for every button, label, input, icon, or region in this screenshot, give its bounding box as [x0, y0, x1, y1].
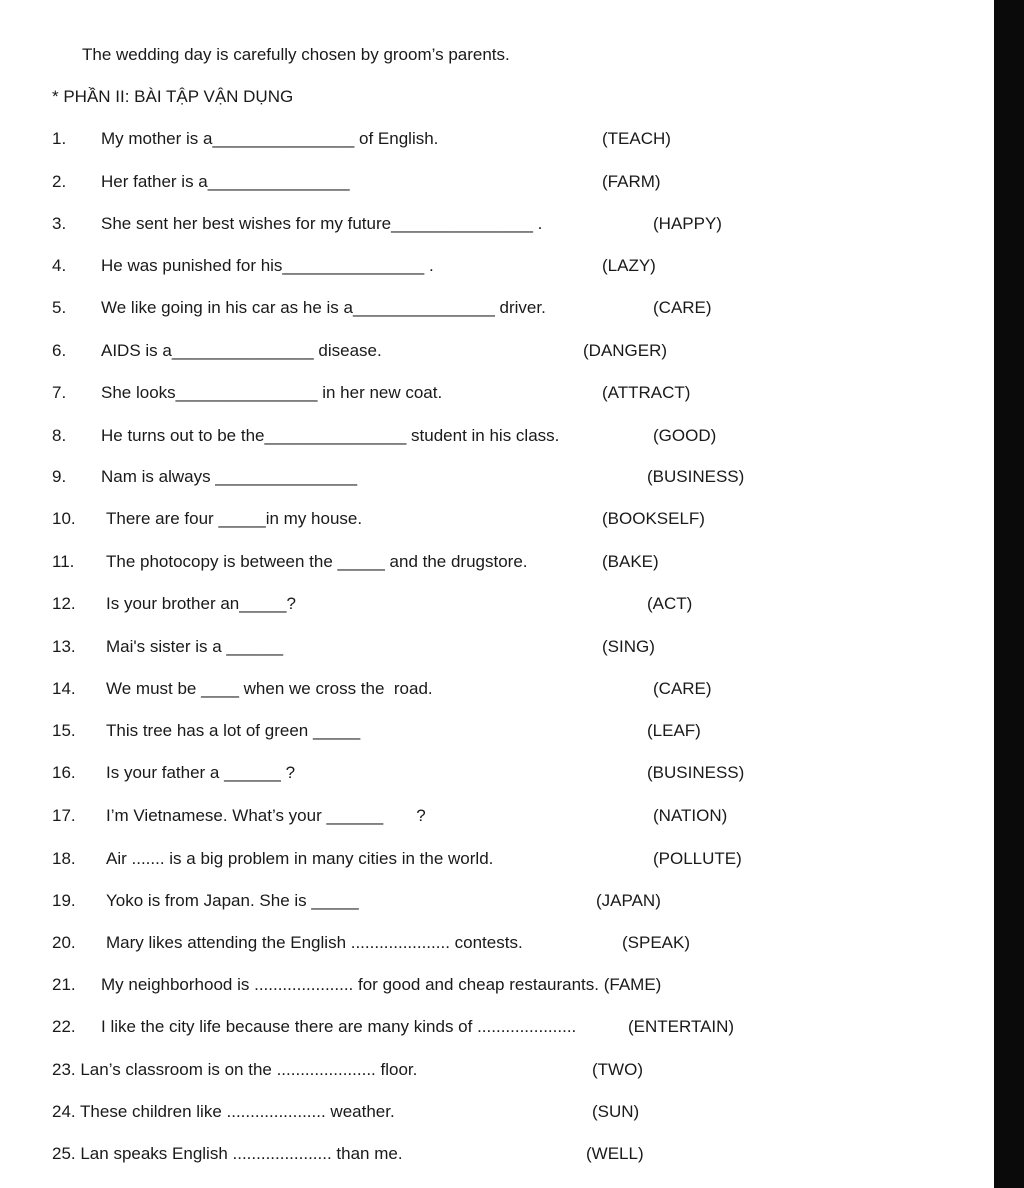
item-root-word: (NATION): [653, 806, 728, 825]
item-sentence: I’m Vietnamese. What’s your ______ ?: [106, 806, 426, 825]
item-root-word: (WELL): [586, 1144, 644, 1163]
dark-page-edge: [994, 0, 1024, 1188]
item-root-word: (SUN): [592, 1102, 640, 1121]
item-root-word: (LAZY): [602, 256, 656, 275]
item-root-word: (GOOD): [653, 426, 717, 445]
intro-sentence: The wedding day is carefully chosen by groom’s parents.: [82, 45, 510, 64]
item-sentence: 24. These children like ..................... weather.: [52, 1102, 395, 1121]
item-sentence: My mother is a_______________ of English.: [101, 129, 439, 148]
item-sentence: This tree has a lot of green _____: [106, 721, 361, 740]
item-root-word: (SING): [602, 637, 655, 656]
item-root-word: (ACT): [647, 594, 693, 613]
item-sentence: Nam is always _______________: [101, 467, 358, 486]
item-number: 19.: [52, 891, 76, 910]
item-sentence: Mai's sister is a ______: [106, 637, 284, 656]
item-sentence: He turns out to be the_______________ student in his class.: [101, 426, 560, 445]
item-number: 17.: [52, 806, 76, 825]
item-root-word: (BOOKSELF): [602, 509, 705, 528]
item-number: 3.: [52, 214, 67, 233]
item-sentence: 23. Lan’s classroom is on the ..................... floor.: [52, 1060, 418, 1079]
item-root-word: (FARM): [602, 172, 661, 191]
item-root-word: (HAPPY): [653, 214, 722, 233]
item-sentence: Mary likes attending the English ..................... contests.: [106, 933, 523, 952]
item-number: 5.: [52, 298, 67, 317]
item-number: 10.: [52, 509, 76, 528]
item-sentence: I like the city life because there are many kinds of .....................: [101, 1017, 577, 1036]
item-root-word: (BUSINESS): [647, 763, 745, 782]
item-root-word: (TWO): [592, 1060, 643, 1079]
item-root-word: (ATTRACT): [602, 383, 691, 402]
item-number: 9.: [52, 467, 67, 486]
item-number: 18.: [52, 849, 76, 868]
item-sentence: Her father is a_______________: [101, 172, 350, 191]
item-root-word: (DANGER): [583, 341, 668, 360]
item-sentence: AIDS is a_______________ disease.: [101, 341, 382, 360]
item-number: 21.: [52, 975, 76, 994]
item-sentence: Yoko is from Japan. She is _____: [106, 891, 359, 910]
item-sentence: My neighborhood is ..................... for good and cheap restaurants. (FAME): [101, 975, 662, 994]
item-number: 22.: [52, 1017, 76, 1036]
item-root-word: (SPEAK): [622, 933, 691, 952]
item-number: 13.: [52, 637, 76, 656]
item-root-word: (ENTERTAIN): [628, 1017, 735, 1036]
item-sentence: She looks_______________ in her new coat.: [101, 383, 443, 402]
item-number: 15.: [52, 721, 76, 740]
item-root-word: (BAKE): [602, 552, 659, 571]
item-root-word: (CARE): [653, 679, 712, 698]
item-number: 12.: [52, 594, 76, 613]
item-root-word: (JAPAN): [596, 891, 661, 910]
item-sentence: Is your father a ______ ?: [106, 763, 296, 782]
item-sentence: The photocopy is between the _____ and the drugstore.: [106, 552, 528, 571]
item-sentence: Is your brother an_____?: [106, 594, 296, 613]
item-sentence: Air ....... is a big problem in many cities in the world.: [106, 849, 494, 868]
section-title: * PHẦN II: BÀI TẬP VẬN DỤNG: [52, 87, 294, 106]
item-sentence: We like going in his car as he is a_______________ driver.: [101, 298, 546, 317]
item-sentence: She sent her best wishes for my future_______________ .: [101, 214, 543, 233]
item-number: 20.: [52, 933, 76, 952]
item-sentence: We must be ____ when we cross the road.: [106, 679, 433, 698]
item-sentence: 25. Lan speaks English ..................... than me.: [52, 1144, 403, 1163]
item-root-word: (POLLUTE): [653, 849, 742, 868]
item-sentence: He was punished for his_______________ .: [101, 256, 434, 275]
item-root-word: (CARE): [653, 298, 712, 317]
item-number: 6.: [52, 341, 67, 360]
item-root-word: (TEACH): [602, 129, 671, 148]
item-number: 16.: [52, 763, 76, 782]
item-sentence: There are four _____in my house.: [106, 509, 363, 528]
item-number: 14.: [52, 679, 76, 698]
item-number: 11.: [52, 552, 75, 571]
item-root-word: (BUSINESS): [647, 467, 745, 486]
item-number: 4.: [52, 256, 67, 275]
item-number: 8.: [52, 426, 67, 445]
item-root-word: (LEAF): [647, 721, 701, 740]
item-number: 1.: [52, 129, 67, 148]
item-number: 2.: [52, 172, 67, 191]
item-number: 7.: [52, 383, 67, 402]
